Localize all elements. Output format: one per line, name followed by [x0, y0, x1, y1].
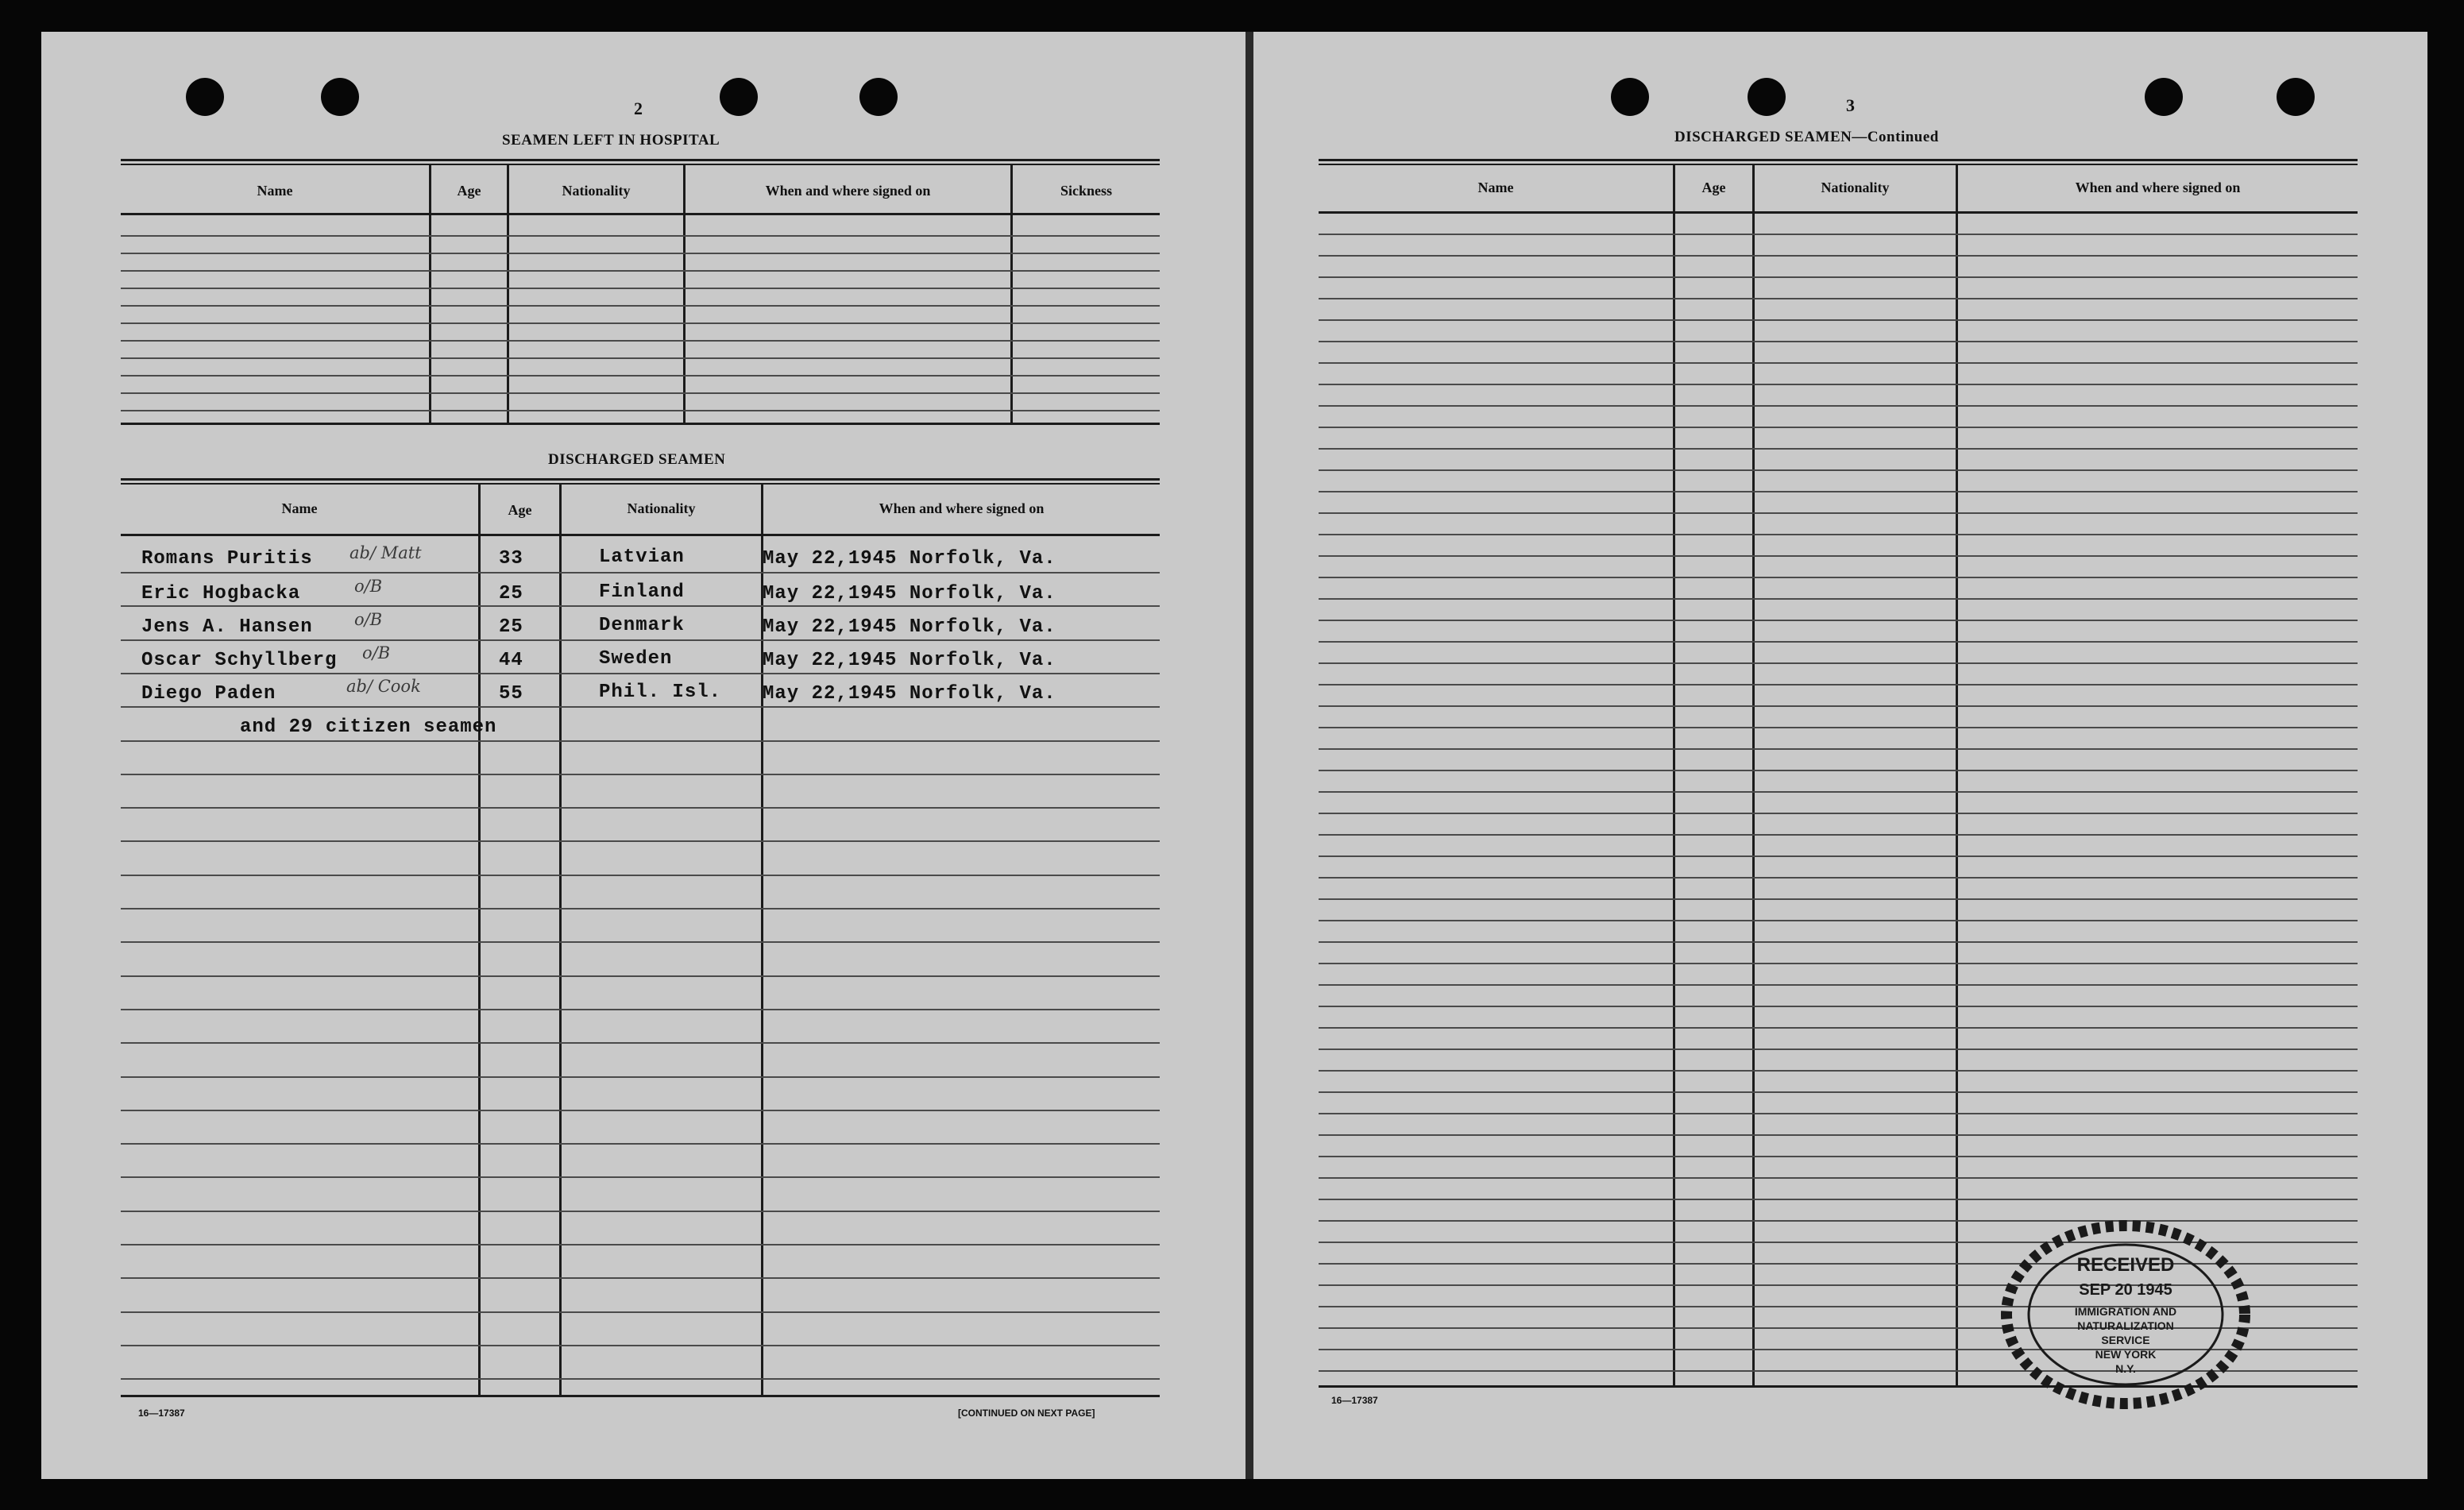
left-page	[41, 32, 1247, 1479]
table-row-rule	[1319, 512, 2358, 514]
discharged-header-rule	[121, 534, 1160, 536]
right-col-signed-on: When and where signed on	[2075, 180, 2241, 195]
table-row-rule	[1319, 877, 2358, 879]
seaman-name: Romans Puritis	[141, 548, 313, 570]
right-col-divider	[1752, 165, 1755, 1387]
stamp-line: IMMIGRATION AND	[2074, 1305, 2177, 1318]
seaman-signed-on: May 22,1945 Norfolk, Va.	[763, 548, 1056, 570]
discharged-table-bottom	[121, 1395, 1160, 1397]
table-row-rule	[1319, 1156, 2358, 1157]
discharged-col-divider	[478, 485, 481, 1396]
table-row-rule	[1319, 362, 2358, 364]
table-row-rule	[1319, 791, 2358, 793]
seaman-rating-note: o/B	[354, 577, 383, 596]
table-row-rule	[121, 1244, 1160, 1245]
table-row-rule	[1319, 577, 2358, 578]
table-row-rule	[1319, 341, 2358, 342]
seaman-name: Diego Paden	[141, 683, 276, 705]
table-row-rule	[1319, 448, 2358, 450]
table-row-rule	[1319, 641, 2358, 643]
table-row-rule	[1319, 963, 2358, 964]
page-number: 2	[634, 98, 643, 118]
hospital-col-divider	[1010, 165, 1013, 423]
table-row-rule	[121, 975, 1160, 977]
citizen-seamen-note: and 29 citizen seamen	[240, 716, 497, 738]
discharged-table-top	[121, 478, 1160, 481]
right-header-rule	[1319, 211, 2358, 214]
seaman-signed-on: May 22,1945 Norfolk, Va.	[763, 583, 1056, 604]
seaman-nationality: Denmark	[599, 615, 685, 636]
hospital-row-rule	[121, 235, 1160, 237]
seaman-rating-note: o/B	[354, 610, 383, 629]
seaman-nationality: Phil. Isl.	[599, 682, 722, 703]
discharged-col-nationality: Nationality	[627, 500, 696, 516]
stamp-line: NATURALIZATION	[2077, 1319, 2174, 1332]
table-row-rule	[121, 1277, 1160, 1279]
seaman-nationality: Latvian	[599, 546, 685, 568]
stamp-line: SERVICE	[2101, 1334, 2150, 1346]
table-row-rule	[121, 1042, 1160, 1044]
table-row-rule	[1319, 620, 2358, 621]
right-col-nationality: Nationality	[1821, 180, 1890, 195]
discharged-table-top	[121, 483, 1160, 485]
table-row-rule	[121, 572, 1160, 573]
seaman-age: 55	[499, 683, 523, 705]
seaman-rating-note: ab/ Matt	[350, 543, 422, 562]
right-table-top	[1319, 164, 2358, 165]
discharged-col-name: Name	[281, 500, 318, 516]
table-row-rule	[121, 605, 1160, 607]
table-row-rule	[1319, 1134, 2358, 1136]
table-row-rule	[1319, 662, 2358, 664]
hospital-table-bottom	[121, 423, 1160, 425]
hospital-col-nationality: Nationality	[562, 183, 631, 199]
table-row-rule	[1319, 298, 2358, 299]
table-row-rule	[1319, 1027, 2358, 1029]
hospital-row-rule	[121, 392, 1160, 394]
seaman-signed-on: May 22,1945 Norfolk, Va.	[763, 616, 1056, 638]
table-row-rule	[1319, 1177, 2358, 1179]
table-row-rule	[1319, 491, 2358, 492]
seaman-name: Jens A. Hansen	[141, 616, 313, 638]
discharged-col-divider	[559, 485, 562, 1396]
table-row-rule	[121, 639, 1160, 641]
table-row-rule	[1319, 319, 2358, 321]
table-row-rule	[121, 1143, 1160, 1145]
table-row-rule	[121, 740, 1160, 742]
table-row-rule	[1319, 1070, 2358, 1072]
hospital-row-rule	[121, 357, 1160, 359]
seaman-age: 25	[499, 583, 523, 604]
punch-hole	[186, 78, 224, 116]
hospital-row-rule	[121, 253, 1160, 254]
hospital-col-signed-on: When and where signed on	[765, 183, 931, 199]
stamp-top: RECEIVED	[2076, 1254, 2175, 1276]
table-row-rule	[121, 1345, 1160, 1346]
table-row-rule	[1319, 1049, 2358, 1050]
seaman-signed-on: May 22,1945 Norfolk, Va.	[763, 683, 1056, 705]
form-number: 16—17387	[138, 1408, 185, 1419]
hospital-row-rule	[121, 270, 1160, 272]
punch-hole	[720, 78, 758, 116]
seaman-signed-on: May 22,1945 Norfolk, Va.	[763, 650, 1056, 671]
hospital-col-divider	[507, 165, 509, 423]
table-row-rule	[121, 1311, 1160, 1313]
table-row-rule	[1319, 684, 2358, 685]
table-row-rule	[121, 875, 1160, 876]
hospital-header-rule	[121, 213, 1160, 215]
hospital-col-divider	[683, 165, 686, 423]
right-col-divider	[1956, 165, 1958, 1387]
seaman-nationality: Finland	[599, 581, 685, 603]
table-row-rule	[1319, 555, 2358, 557]
seaman-name: Eric Hogbacka	[141, 583, 301, 604]
hospital-table-top	[121, 164, 1160, 165]
table-row-rule	[1319, 384, 2358, 385]
table-row-rule	[1319, 1199, 2358, 1200]
table-row-rule	[1319, 276, 2358, 278]
punch-hole	[321, 78, 359, 116]
table-row-rule	[1319, 834, 2358, 836]
form-number: 16—17387	[1331, 1395, 1378, 1406]
table-row-rule	[121, 941, 1160, 943]
seaman-rating-note: ab/ Cook	[346, 677, 421, 696]
table-row-rule	[121, 1211, 1160, 1212]
table-row-rule	[1319, 898, 2358, 900]
discharged-col-age: Age	[508, 502, 532, 518]
table-row-rule	[1319, 469, 2358, 471]
table-row-rule	[121, 1110, 1160, 1111]
received-stamp	[1991, 1215, 2261, 1414]
hospital-row-rule	[121, 340, 1160, 342]
stamp-date: SEP 20 1945	[2079, 1281, 2172, 1299]
table-row-rule	[121, 1009, 1160, 1010]
discharged-continued-heading: DISCHARGED SEAMEN—Continued	[1674, 129, 1939, 145]
hospital-col-age: Age	[457, 183, 481, 199]
table-row-rule	[1319, 427, 2358, 428]
table-row-rule	[1319, 598, 2358, 600]
table-row-rule	[121, 1176, 1160, 1178]
table-row-rule	[1319, 920, 2358, 921]
table-row-rule	[1319, 1006, 2358, 1007]
hospital-col-name: Name	[257, 183, 293, 199]
table-row-rule	[1319, 813, 2358, 814]
discharged-heading: DISCHARGED SEAMEN	[548, 451, 726, 468]
table-row-rule	[1319, 941, 2358, 943]
punch-hole	[1748, 78, 1786, 116]
punch-hole	[859, 78, 898, 116]
seaman-age: 25	[499, 616, 523, 638]
table-row-rule	[121, 673, 1160, 674]
right-col-name: Name	[1477, 180, 1514, 195]
hospital-row-rule	[121, 375, 1160, 377]
stamp-line: NEW YORK	[2095, 1348, 2157, 1361]
hospital-row-rule	[121, 288, 1160, 289]
seaman-age: 33	[499, 548, 523, 570]
hospital-col-divider	[429, 165, 431, 423]
punch-hole	[2145, 78, 2183, 116]
table-row-rule	[121, 908, 1160, 909]
table-row-rule	[1319, 1091, 2358, 1093]
table-row-rule	[1319, 855, 2358, 857]
table-row-rule	[1319, 405, 2358, 407]
page-number: 3	[1846, 95, 1855, 115]
table-row-rule	[121, 807, 1160, 809]
punch-hole	[1611, 78, 1649, 116]
right-col-age: Age	[1701, 180, 1726, 195]
hospital-row-rule	[121, 305, 1160, 307]
table-row-rule	[1319, 1113, 2358, 1114]
right-table-top	[1319, 159, 2358, 161]
table-row-rule	[1319, 234, 2358, 235]
seaman-age: 44	[499, 650, 523, 671]
table-row-rule	[1319, 255, 2358, 257]
stamp-line: N.Y.	[2115, 1362, 2136, 1375]
table-row-rule	[1319, 748, 2358, 750]
hospital-row-rule	[121, 410, 1160, 411]
seaman-name: Oscar Schyllberg	[141, 650, 338, 671]
hospital-row-rule	[121, 322, 1160, 324]
table-row-rule	[1319, 984, 2358, 986]
table-row-rule	[1319, 705, 2358, 707]
continued-note: [CONTINUED ON NEXT PAGE]	[958, 1408, 1095, 1419]
table-row-rule	[121, 840, 1160, 842]
hospital-col-sickness: Sickness	[1060, 183, 1113, 199]
table-row-rule	[121, 706, 1160, 708]
table-row-rule	[1319, 534, 2358, 535]
seaman-nationality: Sweden	[599, 648, 673, 670]
table-row-rule	[121, 1076, 1160, 1078]
table-row-rule	[121, 774, 1160, 775]
table-row-rule	[1319, 770, 2358, 771]
discharged-col-signed-on: When and where signed on	[879, 500, 1045, 516]
table-row-rule	[1319, 727, 2358, 728]
right-col-divider	[1673, 165, 1675, 1387]
table-row-rule	[121, 1378, 1160, 1380]
seaman-rating-note: o/B	[362, 643, 391, 662]
hospital-heading: SEAMEN LEFT IN HOSPITAL	[502, 132, 720, 149]
punch-hole	[2277, 78, 2315, 116]
hospital-table-top	[121, 159, 1160, 161]
